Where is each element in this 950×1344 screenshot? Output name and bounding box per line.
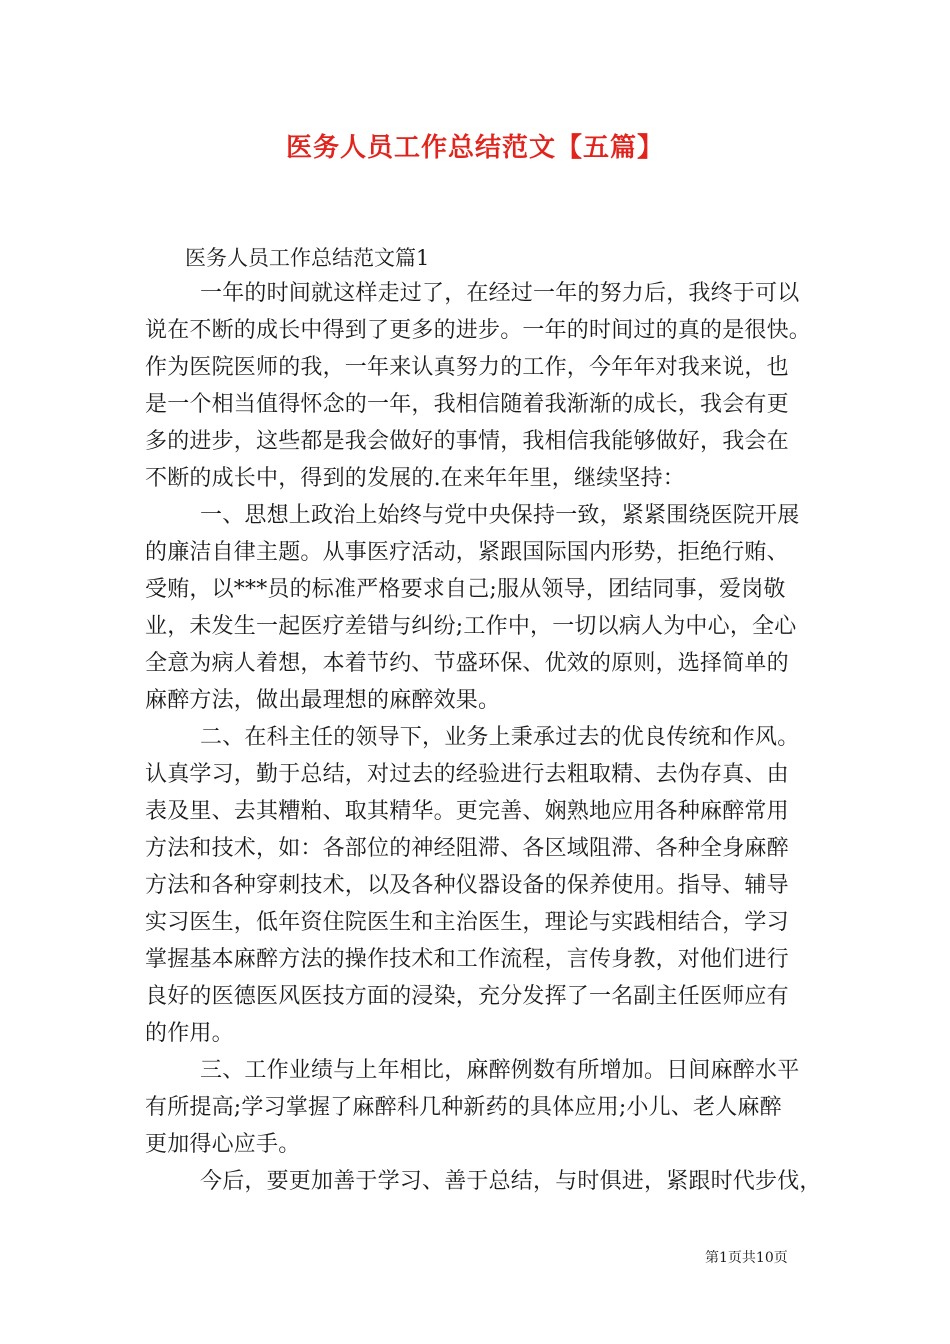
section-heading: 医务人员工作总结范文篇1 bbox=[185, 246, 430, 270]
body-line: 今后，要更加善于学习、善于总结，与时俱进，紧跟时代步伐， bbox=[200, 1169, 822, 1194]
body-line: 一、思想上政治上始终与党中央保持一致，紧紧围绕医院开展 bbox=[200, 503, 800, 528]
body-line: 认真学习，勤于总结，对过去的经验进行去粗取精、去伪存真、由 bbox=[145, 762, 789, 787]
body-line: 三、工作业绩与上年相比，麻醉例数有所增加。日间麻醉水平 bbox=[200, 1058, 800, 1083]
body-line: 掌握基本麻醉方法的操作技术和工作流程，言传身教，对他们进行 bbox=[145, 947, 789, 972]
body-line: 说在不断的成长中得到了更多的进步。一年的时间过的真的是很快。 bbox=[145, 318, 812, 343]
body-line: 实习医生，低年资住院医生和主治医生，理论与实践相结合，学习 bbox=[145, 910, 789, 935]
document-title: 医务人员工作总结范文【五篇】 bbox=[285, 133, 664, 163]
body-line: 受贿，以***员的标准严格要求自己;服从领导，团结同事，爱岗敬 bbox=[145, 577, 786, 602]
body-line: 表及里、去其糟粕、取其精华。更完善、娴熟地应用各种麻醉常用 bbox=[145, 799, 789, 824]
body-line: 业，未发生一起医疗差错与纠纷;工作中，一切以病人为中心，全心 bbox=[145, 614, 797, 639]
page-number: 第1页共10页 bbox=[705, 1250, 788, 1266]
body-line: 有所提高;学习掌握了麻醉科几种新药的具体应用;小儿、老人麻醉 bbox=[145, 1095, 782, 1120]
body-line: 不断的成长中，得到的发展的.在来年年里，继续坚持： bbox=[145, 466, 685, 491]
body-line: 的廉洁自律主题。从事医疗活动，紧跟国际国内形势，拒绝行贿、 bbox=[145, 540, 789, 565]
body-line: 二、在科主任的领导下，业务上秉承过去的优良传统和作风。 bbox=[200, 725, 800, 750]
body-line: 是一个相当值得怀念的一年，我相信随着我渐渐的成长，我会有更 bbox=[145, 392, 789, 417]
body-line: 多的进步，这些都是我会做好的事情，我相信我能够做好，我会在 bbox=[145, 429, 789, 454]
body-line: 麻醉方法，做出最理想的麻醉效果。 bbox=[145, 688, 501, 713]
body-line: 方法和各种穿刺技术，以及各种仪器设备的保养使用。指导、辅导 bbox=[145, 873, 789, 898]
body-line: 的作用。 bbox=[145, 1021, 234, 1046]
body-line: 全意为病人着想，本着节约、节盛环保、优效的原则，选择简单的 bbox=[145, 651, 789, 676]
body-line: 一年的时间就这样走过了，在经过一年的努力后，我终于可以 bbox=[200, 281, 800, 306]
body-line: 方法和技术，如：各部位的神经阻滞、各区域阻滞、各种全身麻醉 bbox=[145, 836, 789, 861]
body-line: 良好的医德医风医技方面的浸染，充分发挥了一名副主任医师应有 bbox=[145, 984, 789, 1009]
body-line: 作为医院医师的我，一年来认真努力的工作，今年年对我来说，也 bbox=[145, 355, 789, 380]
body-line: 更加得心应手。 bbox=[145, 1132, 301, 1157]
